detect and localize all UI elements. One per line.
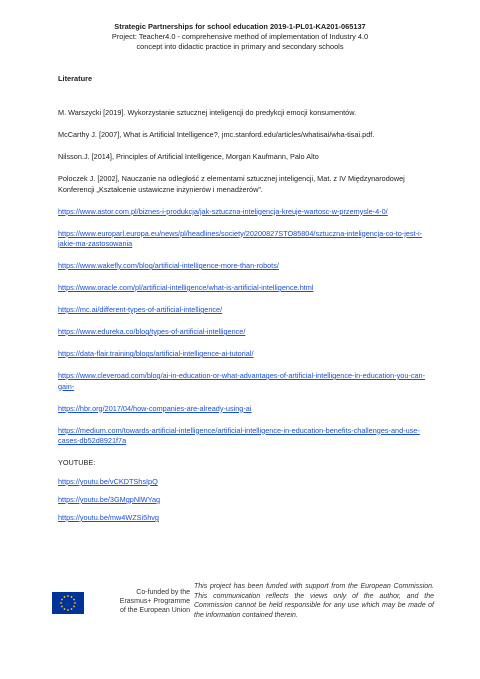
- eu-star: [64, 596, 66, 598]
- reference-link[interactable]: https://www.europarl.europa.eu/news/pl/headlines/society/20200827STO85804/sztuczna-inteligencja-co-to-jest-i-jakie-ma-zastosowania: [58, 228, 423, 248]
- reference-item: Nilsson.J. [2014], Principles of Artificial Intelligence, Morgan Kaufmann, Palo Alto: [58, 152, 319, 161]
- youtube-link[interactable]: https://youtu.be/vCKDTShsIpQ: [58, 477, 158, 486]
- eu-star: [73, 599, 75, 601]
- eu-star: [61, 606, 63, 608]
- eu-star: [71, 608, 73, 610]
- reference-link[interactable]: https://www.cleveroad.com/blog/ai-in-education-or-what-advantages-of-artificial-intelligence-in-education-you-can-gain-: [58, 371, 426, 391]
- reference-item: Poloczek J. [2002], Nauczanie na odległość z elementami sztucznej inteligencji, Mat. z IV Międzynarodowej Konferencji „Kształcenie ustawiczne inżynierów i menadżerów”.: [58, 174, 405, 194]
- cofund-line-3: of the European Union: [119, 607, 190, 615]
- eu-star: [60, 602, 62, 604]
- cofunded-label: [90, 588, 190, 616]
- eu-star: [67, 609, 69, 611]
- eu-flag-icon: [52, 592, 84, 614]
- eu-star: [74, 602, 76, 604]
- reference-link[interactable]: https://data-flair.training/blogs/artificial-intelligence-ai-tutorial/: [58, 349, 254, 358]
- reference-item: M. Warszycki [2019]. Wykorzystanie sztucznej inteligencji do predykcji emocji konsumentów.: [58, 108, 357, 117]
- footer: [52, 582, 432, 632]
- header-line-2: Project: Teacher4.0 - comprehensive method of implementation of Industry 4.0: [111, 32, 369, 41]
- disclaimer-text: This project has been funded with support from the European Commission. This communication reflects the views only of the author, and the Commission cannot be held responsible for any use which may be made of the information contained therein.: [194, 583, 434, 619]
- document-header: [0, 22, 480, 52]
- reference-item: McCarthy J. [2007], What is Artificial Intelligence?, jmc.stanford.edu/articles/whatisai/wha-tisai.pdf.: [58, 130, 375, 139]
- reference-link[interactable]: https://hbr.org/2017/04/how-companies-are-already-using-ai: [58, 403, 252, 413]
- eu-star: [61, 599, 63, 601]
- header-line-3: concept into didactic practice in primary and secondary schools: [136, 42, 344, 51]
- youtube-heading: YOUTUBE:: [58, 458, 96, 467]
- reference-link[interactable]: https://mc.ai/different-types-of-artificial-intelligence/: [58, 305, 223, 314]
- cofund-line-2: Erasmus+ Programme: [119, 598, 190, 606]
- reference-link[interactable]: https://medium.com/towards-artificial-intelligence/artificial-intelligence-in-education-benefits-challenges-and-use-cases-db52d8921f7a: [58, 425, 420, 445]
- reference-link[interactable]: https://www.astor.com.pl/biznes-i-produkcja/jak-sztuczna-inteligencja-kreuje-wartosc-w-przemysle-4-0/: [58, 206, 388, 216]
- eu-star: [67, 595, 69, 597]
- literature-heading: Literature: [58, 74, 93, 83]
- eu-star: [71, 596, 73, 598]
- eu-star: [64, 608, 66, 610]
- header-line-1: Strategic Partnerships for school education 2019-1-PL01-KA201-065137: [114, 22, 366, 31]
- reference-link[interactable]: https://www.edureka.co/blog/types-of-artificial-intelligence/: [58, 327, 246, 336]
- cofund-line-1: Co-funded by the: [136, 589, 190, 596]
- youtube-link[interactable]: https://youtu.be/mw4WZSi5hvg: [58, 513, 159, 522]
- youtube-link[interactable]: https://youtu.be/3GMgpNlWYag: [58, 495, 161, 504]
- eu-star: [73, 606, 75, 608]
- reference-link[interactable]: https://www.oracle.com/pl/artificial-intelligence/what-is-artificial-intelligence.html: [58, 283, 314, 292]
- reference-list: [58, 108, 426, 458]
- reference-link[interactable]: https://www.wakefly.com/blog/artificial-intelligence-more-than-robots/: [58, 261, 279, 270]
